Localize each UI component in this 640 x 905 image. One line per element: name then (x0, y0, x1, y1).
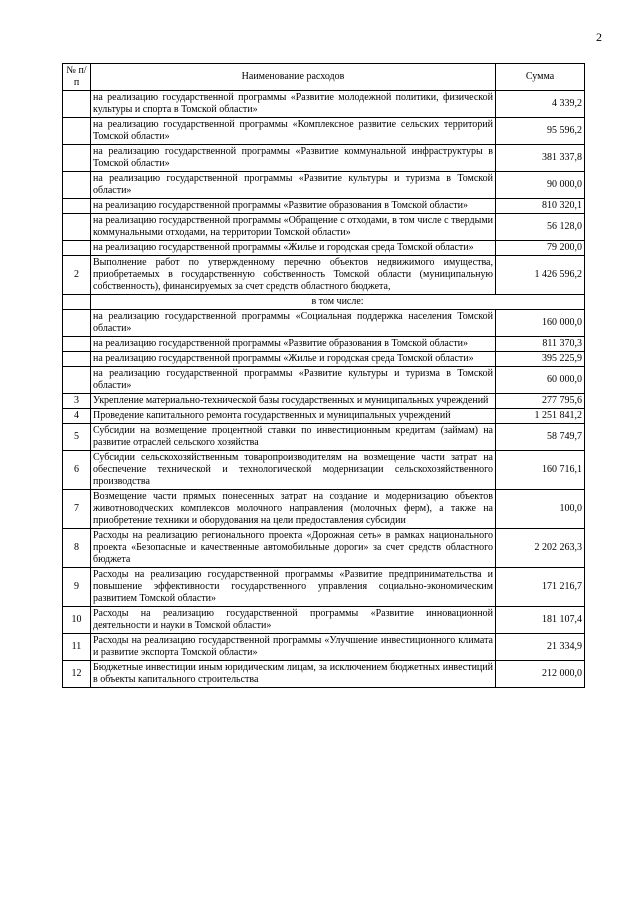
table-row (63, 295, 585, 310)
table-header-row (63, 64, 585, 91)
row-name: на реализацию государственной программы «Развитие образования в Томской области» (91, 199, 496, 214)
row-name: Возмещение части прямых понесенных затрат на создание и модернизацию объектов животноводческих комплексов молочного направления (молочных ферм), а также на приобретение техники и оборудования на цели предоставления субсидии (91, 490, 496, 529)
row-number: 10 (63, 607, 91, 634)
table-row (63, 490, 585, 529)
table-row (63, 367, 585, 394)
row-number (63, 145, 91, 172)
table-row (63, 310, 585, 337)
row-name: на реализацию государственной программы «Развитие образования в Томской области» (91, 337, 496, 352)
table-row (63, 568, 585, 607)
row-sum: 1 251 841,2 (496, 409, 585, 424)
row-number (63, 367, 91, 394)
table-row (63, 241, 585, 256)
row-sum: 277 795,6 (496, 394, 585, 409)
row-number (63, 310, 91, 337)
row-name: Расходы на реализацию государственной программы «Развитие предпринимательства и повышение эффективности государственного управления социально-экономическим развитием Томской области» (91, 568, 496, 607)
row-number: 8 (63, 529, 91, 568)
row-sum: 90 000,0 (496, 172, 585, 199)
row-number: 7 (63, 490, 91, 529)
header-sum: Сумма (496, 64, 585, 91)
page-number: 2 (596, 30, 602, 44)
header-name: Наименование расходов (91, 64, 496, 91)
table-row (63, 172, 585, 199)
row-name: Выполнение работ по утвержденному перечню объектов недвижимого имущества, приобретаемых в государственную собственность Томской области (муниципальную собственность), финансируемых за счет средств областного бюджета, (91, 256, 496, 295)
row-sum: 171 216,7 (496, 568, 585, 607)
row-sum: 56 128,0 (496, 214, 585, 241)
row-name: Субсидии на возмещение процентной ставки по инвестиционным кредитам (займам) на развитие отраслей сельского хозяйства (91, 424, 496, 451)
table-row (63, 607, 585, 634)
row-sum: 4 339,2 (496, 91, 585, 118)
row-sum: 811 370,3 (496, 337, 585, 352)
row-name: Укрепление материально-технической базы государственных и муниципальных учреждений (91, 394, 496, 409)
row-number (63, 91, 91, 118)
header-number: № п/п (63, 64, 91, 91)
row-name: на реализацию государственной программы «Комплексное развитие сельских территорий Томской области» (91, 118, 496, 145)
row-sum: 100,0 (496, 490, 585, 529)
row-name: на реализацию государственной программы «Развитие культуры и туризма в Томской области» (91, 367, 496, 394)
table-row (63, 424, 585, 451)
table-row (63, 118, 585, 145)
table-row (63, 214, 585, 241)
row-sum: 395 225,9 (496, 352, 585, 367)
row-name: на реализацию государственной программы «Развитие молодежной политики, физической культуры и спорта в Томской области» (91, 91, 496, 118)
row-sum: 212 000,0 (496, 661, 585, 688)
row-sum: 60 000,0 (496, 367, 585, 394)
row-number (63, 337, 91, 352)
row-name: на реализацию государственной программы «Развитие культуры и туризма в Томской области» (91, 172, 496, 199)
table-row (63, 451, 585, 490)
row-name: Расходы на реализацию регионального проекта «Дорожная сеть» в рамках национального проекта «Безопасные и качественные автомобильные дороги» за счет средств областного бюджета (91, 529, 496, 568)
row-number: 3 (63, 394, 91, 409)
table-row (63, 91, 585, 118)
row-number (63, 172, 91, 199)
table-row (63, 145, 585, 172)
row-number: 11 (63, 634, 91, 661)
row-sum: 21 334,9 (496, 634, 585, 661)
row-name: на реализацию государственной программы «Жилье и городская среда Томской области» (91, 352, 496, 367)
table-row (63, 199, 585, 214)
row-number (63, 199, 91, 214)
row-name: на реализацию государственной программы «Социальная поддержка населения Томской области» (91, 310, 496, 337)
row-number: 4 (63, 409, 91, 424)
row-sum: 160 000,0 (496, 310, 585, 337)
row-sum: 79 200,0 (496, 241, 585, 256)
table-row (63, 256, 585, 295)
row-name: Расходы на реализацию государственной программы «Развитие инновационной деятельности и науки в Томской области» (91, 607, 496, 634)
row-number (63, 352, 91, 367)
table-body (63, 91, 585, 688)
row-sum: 181 107,4 (496, 607, 585, 634)
row-number: 5 (63, 424, 91, 451)
row-number (63, 295, 91, 310)
row-name: на реализацию государственной программы «Развитие коммунальной инфраструктуры в Томской области» (91, 145, 496, 172)
table-row (63, 394, 585, 409)
row-number: 12 (63, 661, 91, 688)
table-row (63, 352, 585, 367)
row-number: 9 (63, 568, 91, 607)
row-subheading: в том числе: (91, 295, 585, 310)
row-sum: 160 716,1 (496, 451, 585, 490)
row-name: Бюджетные инвестиции иным юридическим лицам, за исключением бюджетных инвестиций в объекты капитального строительства (91, 661, 496, 688)
row-name: на реализацию государственной программы «Жилье и городская среда Томской области» (91, 241, 496, 256)
table-row (63, 529, 585, 568)
row-name: Проведение капитального ремонта государственных и муниципальных учреждений (91, 409, 496, 424)
table-row (63, 337, 585, 352)
row-sum: 95 596,2 (496, 118, 585, 145)
row-sum: 2 202 263,3 (496, 529, 585, 568)
row-number: 2 (63, 256, 91, 295)
table-row (63, 409, 585, 424)
row-number (63, 214, 91, 241)
row-number (63, 241, 91, 256)
row-sum: 810 320,1 (496, 199, 585, 214)
row-sum: 58 749,7 (496, 424, 585, 451)
row-name: на реализацию государственной программы «Обращение с отходами, в том числе с твердыми коммунальными отходами, на территории Томской области» (91, 214, 496, 241)
row-name: Субсидии сельскохозяйственным товаропроизводителям на возмещение части затрат на обеспечение технической и технологической модернизации сельскохозяйственного производства (91, 451, 496, 490)
table-row (63, 634, 585, 661)
expenses-table (62, 63, 585, 688)
row-sum: 1 426 596,2 (496, 256, 585, 295)
row-number (63, 118, 91, 145)
row-name: Расходы на реализацию государственной программы «Улучшение инвестиционного климата и развитие экспорта Томской области» (91, 634, 496, 661)
table-row (63, 661, 585, 688)
row-number: 6 (63, 451, 91, 490)
row-sum: 381 337,8 (496, 145, 585, 172)
